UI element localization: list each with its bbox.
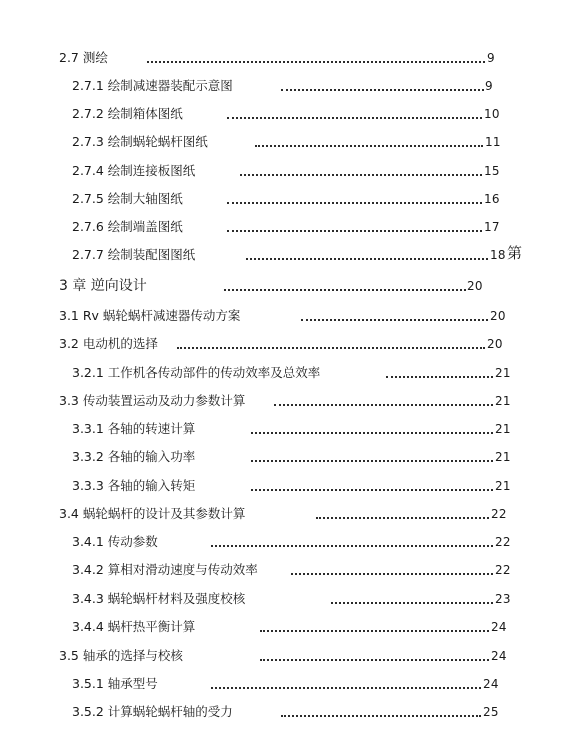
toc-page-number: 20 bbox=[467, 279, 483, 293]
toc-entry-label: 3.4.4 蜗杆热平衡计算 bbox=[72, 619, 196, 634]
toc-page-number: 25 bbox=[483, 705, 499, 719]
toc-entry-label: 3.3 传动装置运动及动力参数计算 bbox=[59, 393, 246, 408]
toc-entry-label: 3.3.3 各轴的输入转矩 bbox=[72, 478, 196, 493]
toc-page-number: 21 bbox=[495, 366, 511, 380]
dot-leader bbox=[386, 368, 493, 378]
toc-entry-2-7-1[interactable] bbox=[0, 75, 582, 97]
toc-page-number: 21 bbox=[495, 479, 511, 493]
toc-entry-2-7-5[interactable] bbox=[0, 188, 582, 210]
toc-page-number: 22 bbox=[491, 507, 507, 521]
toc-entry-label: 3.4.3 蜗轮蜗杆材料及强度校核 bbox=[72, 591, 246, 606]
dot-leader bbox=[291, 565, 493, 575]
toc-entry-chapter-3[interactable] bbox=[0, 275, 582, 297]
toc-entry-label: 3.5.1 轴承型号 bbox=[72, 676, 158, 691]
toc-trailing-text: 第 bbox=[507, 244, 523, 262]
toc-entry-2-7-3[interactable] bbox=[0, 131, 582, 153]
toc-entry-3-3-1[interactable] bbox=[0, 418, 582, 440]
toc-entry-2-7[interactable] bbox=[0, 47, 582, 69]
dot-leader bbox=[211, 679, 481, 689]
toc-page-number: 20 bbox=[490, 309, 506, 323]
toc-page-number: 21 bbox=[495, 422, 511, 436]
toc-entry-3-3-3[interactable] bbox=[0, 475, 582, 497]
dot-leader bbox=[331, 594, 493, 604]
toc-page-number: 16 bbox=[484, 192, 500, 206]
toc-entry-label: 3.4 蜗轮蜗杆的设计及其参数计算 bbox=[59, 506, 246, 521]
toc-entry-label: 3.2 电动机的选择 bbox=[59, 336, 158, 351]
toc-page-number: 9 bbox=[485, 79, 493, 93]
toc-entry-label: 3.4.1 传动参数 bbox=[72, 534, 158, 549]
toc-entry-label: 3.3.1 各轴的转速计算 bbox=[72, 421, 196, 436]
toc-entry-label: 3 章 逆向设计 bbox=[59, 278, 147, 294]
toc-page-number: 20 bbox=[487, 337, 503, 351]
dot-leader bbox=[260, 622, 489, 632]
toc-page-number: 24 bbox=[483, 677, 499, 691]
dot-leader bbox=[316, 509, 489, 519]
toc-page-number: 22 bbox=[495, 535, 511, 549]
toc-entry-3-2-1[interactable] bbox=[0, 362, 582, 384]
toc-page-number: 21 bbox=[495, 450, 511, 464]
toc-entry-3-3-2[interactable] bbox=[0, 446, 582, 468]
toc-entry-label: 2.7.2 绘制箱体图纸 bbox=[72, 106, 183, 121]
toc-entry-3-4-4[interactable] bbox=[0, 616, 582, 638]
toc-page-number: 23 bbox=[495, 592, 511, 606]
toc-page-number: 21 bbox=[495, 394, 511, 408]
toc-entry-3-5-2[interactable] bbox=[0, 701, 582, 723]
toc-entry-3-5[interactable] bbox=[0, 645, 582, 667]
dot-leader bbox=[301, 311, 488, 321]
toc-entry-3-4-3[interactable] bbox=[0, 588, 582, 610]
dot-leader bbox=[281, 707, 481, 717]
toc-entry-label: 3.5 轴承的选择与校核 bbox=[59, 648, 183, 663]
toc-page-number: 24 bbox=[491, 620, 507, 634]
toc-entry-label: 3.3.2 各轴的输入功率 bbox=[72, 449, 196, 464]
toc-entry-3-3[interactable] bbox=[0, 390, 582, 412]
toc-entry-3-4-2[interactable] bbox=[0, 559, 582, 581]
toc-page-number: 15 bbox=[484, 164, 500, 178]
toc-entry-label: 2.7.3 绘制蜗轮蜗杆图纸 bbox=[72, 134, 208, 149]
dot-leader bbox=[260, 651, 489, 661]
dot-leader bbox=[281, 81, 484, 91]
toc-entry-3-5-1[interactable] bbox=[0, 673, 582, 695]
toc-entry-label: 3.1 Rv 蜗轮蜗杆减速器传动方案 bbox=[59, 308, 241, 323]
toc-entry-label: 3.4.2 算相对滑动速度与传动效率 bbox=[72, 562, 258, 577]
toc-entry-3-4[interactable] bbox=[0, 503, 582, 525]
dot-leader bbox=[147, 53, 485, 63]
dot-leader bbox=[251, 481, 493, 491]
dot-leader bbox=[227, 109, 482, 119]
dot-leader bbox=[251, 452, 493, 462]
dot-leader bbox=[211, 537, 493, 547]
toc-entry-2-7-6[interactable] bbox=[0, 216, 582, 238]
toc-entry-2-7-2[interactable] bbox=[0, 103, 582, 125]
toc-page-number: 9 bbox=[487, 51, 495, 65]
dot-leader bbox=[274, 396, 493, 406]
toc-entry-2-7-4[interactable] bbox=[0, 160, 582, 182]
dot-leader bbox=[224, 281, 466, 291]
toc-entry-label: 2.7.6 绘制端盖图纸 bbox=[72, 219, 183, 234]
toc-page-number: 11 bbox=[485, 135, 501, 149]
dot-leader bbox=[227, 194, 482, 204]
dot-leader bbox=[251, 424, 493, 434]
toc-page-number: 17 bbox=[484, 220, 500, 234]
dot-leader bbox=[246, 250, 488, 260]
dot-leader bbox=[255, 137, 483, 147]
dot-leader bbox=[240, 166, 482, 176]
toc-entry-label: 2.7 测绘 bbox=[59, 50, 108, 65]
dot-leader bbox=[227, 222, 482, 232]
toc-entry-label: 2.7.7 绘制装配图图纸 bbox=[72, 247, 196, 262]
toc-page-number: 18 bbox=[490, 248, 506, 262]
toc-entry-label: 2.7.1 绘制减速器装配示意图 bbox=[72, 78, 233, 93]
toc-entry-label: 3.2.1 工作机各传动部件的传动效率及总效率 bbox=[72, 365, 321, 380]
toc-entry-label: 2.7.4 绘制连接板图纸 bbox=[72, 163, 196, 178]
toc-page-number: 10 bbox=[484, 107, 500, 121]
dot-leader bbox=[177, 339, 485, 349]
toc-entry-3-4-1[interactable] bbox=[0, 531, 582, 553]
toc-page-number: 22 bbox=[495, 563, 511, 577]
toc-page-number: 24 bbox=[491, 649, 507, 663]
toc-entry-2-7-7[interactable] bbox=[0, 244, 582, 266]
toc-entry-3-2[interactable] bbox=[0, 333, 582, 355]
toc-entry-label: 3.5.2 计算蜗轮蜗杆轴的受力 bbox=[72, 704, 233, 719]
toc-entry-3-1[interactable] bbox=[0, 305, 582, 327]
toc-entry-label: 2.7.5 绘制大轴图纸 bbox=[72, 191, 183, 206]
